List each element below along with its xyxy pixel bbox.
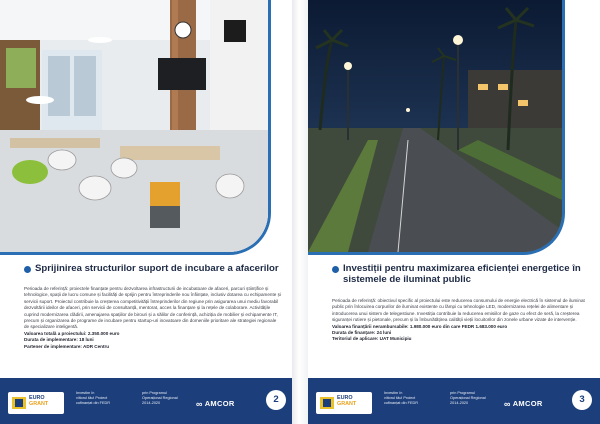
left-page	[0, 0, 292, 424]
street-lighting-photo	[308, 0, 565, 255]
eurogrant-logo	[8, 392, 64, 414]
footer-line: cofinanțat din FEDR	[384, 401, 418, 405]
logo-top-text: EURO	[337, 395, 353, 401]
page-number-left: 2	[266, 390, 286, 410]
book-gutter	[292, 0, 308, 424]
eu-flag-icon	[12, 397, 26, 409]
logo-bottom-text: GRANT	[337, 401, 357, 407]
left-heading: Sprijinirea structurilor suport de incubare a afacerilor	[35, 263, 279, 274]
right-body-text: Perioada de referință: obiectivul specific al proiectului este reducerea consumului de energie electrică în sistemul de iluminat public prin înlocuirea corpurilor de iluminat existente cu lămpi cu tehnologie LED, modernizarea rețelei de alimentare și introducerea unui sistem de telegestiune. Investiția contribuie la reducerea emisiilor de gaze cu efect de seră, la creșterea siguranței rutiere și pietonale, precum și la îmbunătățirea calității vieții locuitorilor din zonele urbane vizate de intervenție.	[332, 298, 585, 323]
eu-flag-icon	[320, 397, 334, 409]
left-section-heading	[24, 263, 279, 274]
footer-line: Investim în	[384, 391, 403, 395]
street-night-illustration	[308, 0, 562, 252]
right-value: Valoarea finanțării nerambursabile: 1.980.000 euro din care FEDR 1.683.000 euro	[332, 323, 508, 329]
right-location: Teritoriul de aplicare: UAT Municipiu	[332, 336, 412, 342]
right-section-heading	[332, 263, 600, 285]
footer-line: Operațional Regional	[450, 396, 486, 400]
footer-text-b	[142, 391, 178, 406]
left-partner: Partener de implementare: ADR Centru	[24, 343, 110, 349]
footer-line: Operațional Regional	[142, 396, 178, 400]
left-value: Valoarea totală a proiectului: 2.350.000 euro	[24, 330, 120, 336]
footer-text-b	[450, 391, 486, 406]
footer-line: viitorul tău! Proiect	[76, 396, 108, 400]
bullet-icon	[24, 266, 31, 273]
footer-line: viitorul tău! Proiect	[384, 396, 416, 400]
right-duration: Durata de finanțare: 24 luni	[332, 330, 392, 336]
page-number-right: 3	[572, 390, 592, 410]
footer-text-a	[76, 391, 110, 406]
office-interior-illustration	[0, 0, 268, 252]
left-body-text: Perioada de referință: proiectele finanțate pentru dezvoltarea infrastructurii de incubatoare de afaceri, parcuri științifice și tehnologice, spații de lucru comune și facilități de sprijin pentru întreprinderile nou înființate, inclusiv dotarea cu echipamente și servicii suport. Proiectul contribuie la creșterea competitivității întreprinderilor din regiune prin asigurarea unui mediu favorabil dezvoltării ideilor de afaceri, prin servicii de consultanță, mentorat, acces la finanțare și la rețele de colaborare. Activitățile cuprind modernizarea clădirii, amenajarea spațiilor de birouri și a sălilor de conferință, achiziția de mobilier și echipamente IT, precum și organizarea de programe de incubare pentru startup-uri inovatoare din domeniile prioritare ale strategiei regionale de specializare inteligentă.	[24, 286, 281, 330]
footer-text-a	[384, 391, 418, 406]
footer-line: 2014-2020	[450, 401, 469, 405]
logo-bottom-text: GRANT	[29, 401, 49, 407]
left-body	[24, 286, 282, 350]
amcor-logo: ∞ AMCOR	[196, 399, 235, 409]
footer-line: Investim în	[76, 391, 95, 395]
right-heading: Investiții pentru maximizarea eficienței energetice în sistemele de iluminat public	[343, 263, 581, 285]
office-interior-photo	[0, 0, 271, 255]
logo-top-text: EURO	[29, 395, 45, 401]
eurogrant-logo	[316, 392, 372, 414]
footer-line: 2014-2020	[142, 401, 161, 405]
footer-line: prin Programul	[450, 391, 475, 395]
left-duration: Durata de implementare: 18 luni	[24, 337, 94, 343]
right-page	[308, 0, 600, 424]
left-footer	[0, 378, 292, 424]
amcor-logo: ∞ AMCOR	[504, 399, 543, 409]
right-body	[332, 298, 590, 343]
right-footer	[308, 378, 600, 424]
footer-line: cofinanțat din FEDR	[76, 401, 110, 405]
bullet-icon	[332, 266, 339, 273]
footer-line: prin Programul	[142, 391, 167, 395]
